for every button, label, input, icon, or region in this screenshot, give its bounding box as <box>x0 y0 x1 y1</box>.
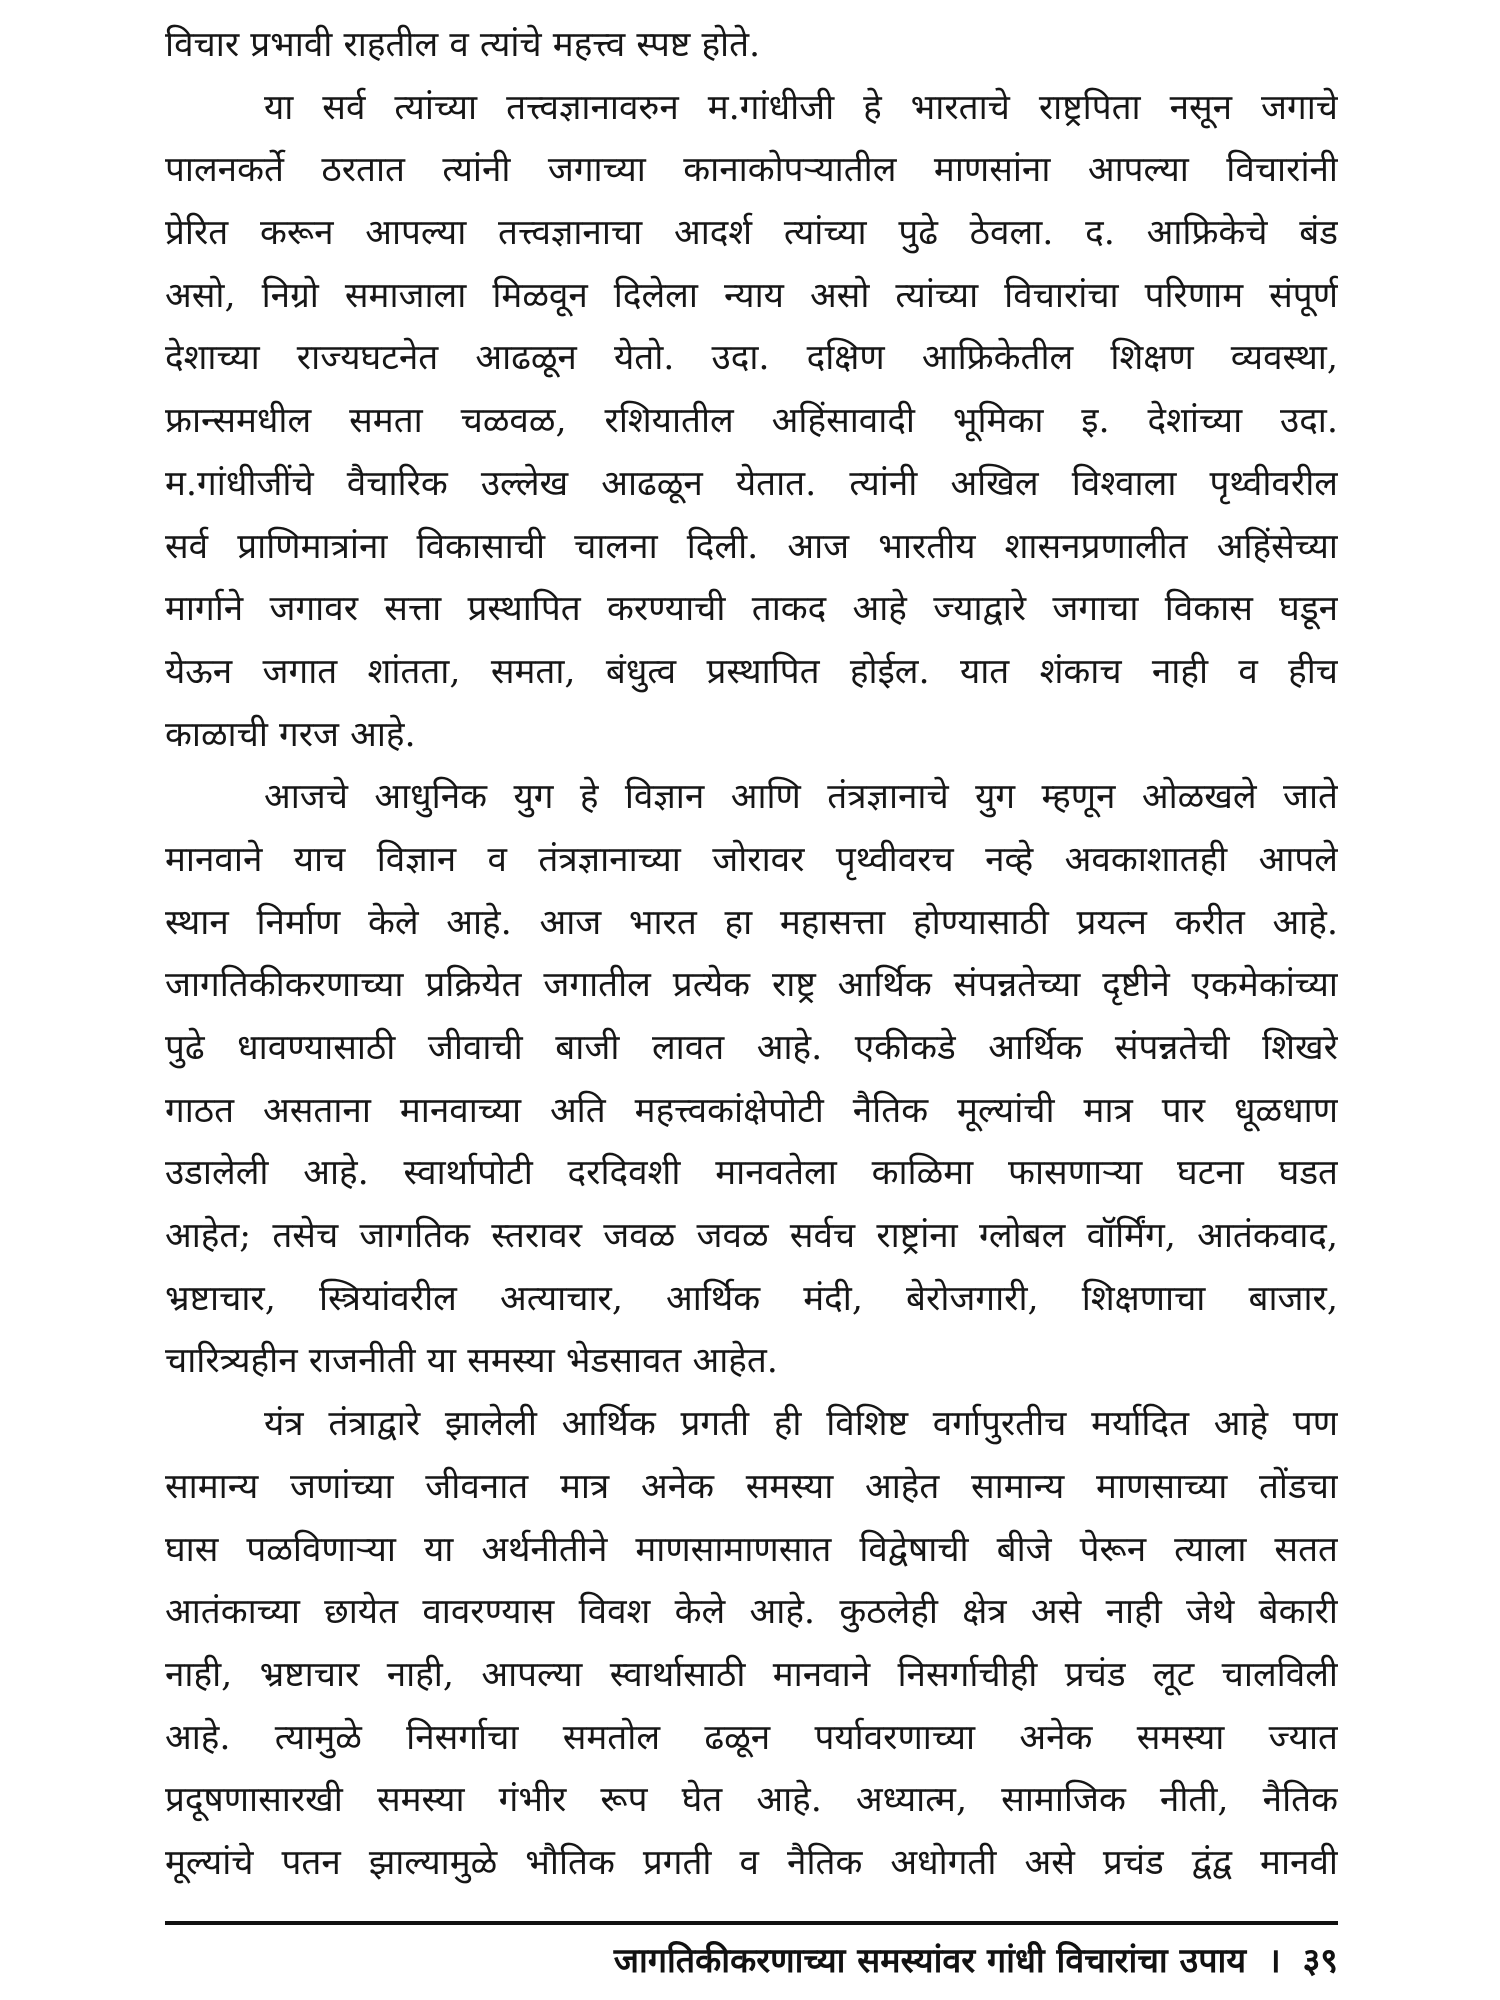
paragraph <box>165 77 1338 767</box>
text-line: असो, निग्रो समाजाला मिळवून दिलेला न्याय असो त्यांच्या विचारांचा परिणाम संपूर्ण <box>165 275 1338 316</box>
text-line: विचार प्रभावी राहतील व त्यांचे महत्त्व स्पष्ट होते. <box>165 25 761 65</box>
page-body-text <box>165 14 1338 1895</box>
text-line: मार्गाने जगावर सत्ता प्रस्थापित करण्याची ताकद आहे ज्याद्वारे जगाचा विकास घडून <box>165 589 1338 630</box>
text-line: गाठत असताना मानवाच्या अति महत्त्वकांक्षेपोटी नैतिक मूल्यांची मात्र पार धूळधाण <box>165 1090 1338 1131</box>
footer-separator: । <box>1267 1941 1281 1981</box>
text-line: आहेत; तसेच जागतिक स्तरावर जवळ जवळ सर्वच राष्ट्रांना ग्लोबल वॉर्मिंग, आतंकवाद, <box>165 1216 1338 1257</box>
text-line: स्थान निर्माण केले आहे. आज भारत हा महासत्ता होण्यासाठी प्रयत्न करीत आहे. <box>165 902 1338 943</box>
text-line: म.गांधीजींचे वैचारिक उल्लेख आढळून येतात. त्यांनी अखिल विश्वाला पृथ्वीवरील <box>165 463 1338 504</box>
text-line: पालनकर्ते ठरतात त्यांनी जगाच्या कानाकोपऱ्यातील माणसांना आपल्या विचारांनी <box>165 150 1338 191</box>
running-footer <box>614 1934 1338 1988</box>
text-line: सामान्य जणांच्या जीवनात मात्र अनेक समस्या आहेत सामान्य माणसाच्या तोंडचा <box>165 1466 1338 1507</box>
text-line: जागतिकीकरणाच्या प्रक्रियेत जगातील प्रत्येक राष्ट्र आर्थिक संपन्नतेच्या दृष्टीने एकमेकांच्या <box>165 965 1338 1006</box>
page-number: ३९ <box>1302 1941 1338 1981</box>
text-line: उडालेली आहे. स्वार्थापोटी दरदिवशी मानवतेला काळिमा फासणाऱ्या घटना घडत <box>165 1153 1338 1194</box>
text-line: पुढे धावण्यासाठी जीवाची बाजी लावत आहे. एकीकडे आर्थिक संपन्नतेची शिखरे <box>165 1028 1338 1068</box>
text-line: आतंकाच्या छायेत वावरण्यास विवश केले आहे. कुठलेही क्षेत्र असे नाही जेथे बेकारी <box>165 1592 1338 1633</box>
text-line: चारित्र्यहीन राजनीती या समस्या भेडसावत आहेत. <box>165 1341 778 1382</box>
text-line: घास पळविणाऱ्या या अर्थनीतीने माणसामाणसात विद्वेषाची बीजे पेरून त्याला सतत <box>165 1529 1338 1570</box>
paragraph <box>165 14 1338 77</box>
text-line: नाही, भ्रष्टाचार नाही, आपल्या स्वार्थासाठी मानवाने निसर्गाचीही प्रचंड लूट चालविली <box>165 1654 1338 1695</box>
text-line: या सर्व त्यांच्या तत्त्वज्ञानावरुन म.गांधीजी हे भारताचे राष्ट्रपिता नसून जगाचे <box>264 87 1338 128</box>
text-line: देशाच्या राज्यघटनेत आढळून येतो. उदा. दक्षिण आफ्रिकेतील शिक्षण व्यवस्था, <box>165 338 1338 379</box>
text-line: फ्रान्समधील समता चळवळ, रशियातील अहिंसावादी भूमिका इ. देशांच्या उदा. <box>165 401 1338 442</box>
text-line: यंत्र तंत्राद्वारे झालेली आर्थिक प्रगती ही विशिष्ट वर्गापुरतीच मर्यादित आहे पण <box>264 1404 1338 1445</box>
text-line: प्रदूषणासारखी समस्या गंभीर रूप घेत आहे. अध्यात्म, सामाजिक नीती, नैतिक <box>165 1780 1338 1821</box>
text-line: काळाची गरज आहे. <box>165 714 416 755</box>
paragraph <box>165 1393 1338 1895</box>
paragraph <box>165 766 1338 1393</box>
text-line: मूल्यांचे पतन झाल्यामुळे भौतिक प्रगती व नैतिक अधोगती असे प्रचंड द्वंद्व मानवी <box>165 1842 1338 1883</box>
text-line: प्रेरित करून आपल्या तत्त्वज्ञानाचा आदर्श त्यांच्या पुढे ठेवला. द. आफ्रिकेचे बंड <box>165 213 1338 254</box>
footer-divider <box>165 1921 1338 1925</box>
footer-title: जागतिकीकरणाच्या समस्यांवर गांधी विचारांचा उपाय <box>613 1941 1247 1981</box>
text-line: मानवाने याच विज्ञान व तंत्रज्ञानाच्या जोरावर पृथ्वीवरच नव्हे अवकाशातही आपले <box>165 839 1338 880</box>
text-line: येऊन जगात शांतता, समता, बंधुत्व प्रस्थापित होईल. यात शंकाच नाही व हीच <box>165 651 1338 692</box>
text-line: सर्व प्राणिमात्रांना विकासाची चालना दिली. आज भारतीय शासनप्रणालीत अहिंसेच्या <box>165 526 1338 567</box>
text-line: भ्रष्टाचार, स्त्रियांवरील अत्याचार, आर्थिक मंदी, बेरोजगारी, शिक्षणाचा बाजार, <box>165 1278 1338 1319</box>
text-line: आजचे आधुनिक युग हे विज्ञान आणि तंत्रज्ञानाचे युग म्हणून ओळखले जाते <box>264 777 1338 818</box>
text-line: आहे. त्यामुळे निसर्गाचा समतोल ढळून पर्यावरणाच्या अनेक समस्या ज्यात <box>165 1717 1338 1758</box>
